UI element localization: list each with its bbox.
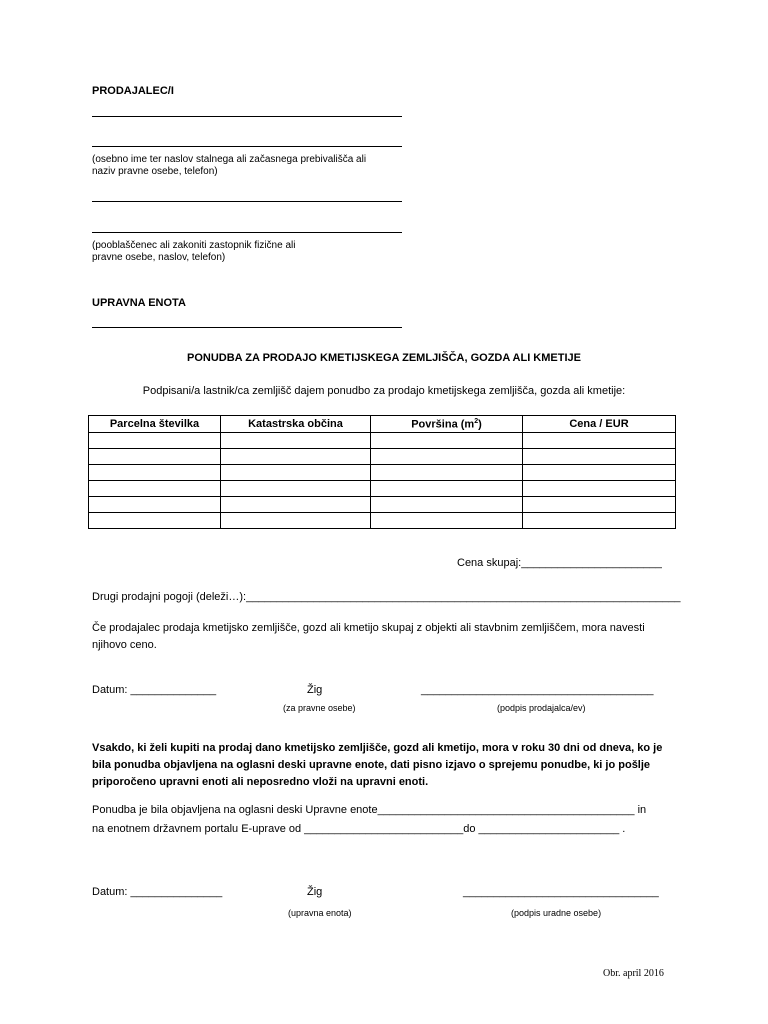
col-header-cadastral-municipality: Katastrska občina xyxy=(221,416,371,433)
seller-name-line-2[interactable] xyxy=(92,146,402,147)
table-cell[interactable] xyxy=(89,481,221,497)
seller-signature-note: (podpis prodajalca/ev) xyxy=(497,703,586,713)
acceptance-notice: Vsakdo, ki želi kupiti na prodaj dano kmetijsko zemljišče, gozd ali kmetijo, mora v roku 30 dni od dneva, ko je bila ponudba objavljena na oglasni deski upravne enote, dati pisno izjavo o sprejemu ponudbe, ki jo pošlje priporočeno upravni enoti ali neposredno vloži na upravni enoti. xyxy=(92,742,663,788)
total-price-field[interactable]: Cena skupaj:_______________________ xyxy=(457,557,662,569)
table-cell[interactable] xyxy=(89,465,221,481)
table-cell[interactable] xyxy=(221,497,371,513)
seller-stamp-label: Žig xyxy=(307,684,323,696)
publication-line-1[interactable]: Ponudba je bila objavljena na oglasni deski Upravne enote__________________________________________ in xyxy=(92,804,647,816)
table-cell[interactable] xyxy=(371,497,523,513)
table-cell[interactable] xyxy=(523,465,676,481)
table-cell[interactable] xyxy=(523,497,676,513)
publication-line-2[interactable]: na enotnem državnem portalu E-uprave od __________________________do _______________________ . xyxy=(92,823,626,835)
table-cell[interactable] xyxy=(371,481,523,497)
table-cell[interactable] xyxy=(371,513,523,529)
seller-stamp-note: (za pravne osebe) xyxy=(283,703,356,713)
representative-note-line-1: (pooblaščenec ali zakoniti zastopnik fizične ali xyxy=(92,240,296,251)
seller-note-line-2: naziv pravne osebe, telefon) xyxy=(92,166,218,177)
table-cell[interactable] xyxy=(221,433,371,449)
buildings-note: Če prodajalec prodaja kmetijsko zemljišče, gozd ali kmetijo skupaj z objekti ali stavbnim zemljiščem, mora navesti njihovo ceno. xyxy=(92,622,645,651)
table-cell[interactable] xyxy=(523,433,676,449)
office-signature-note: (podpis uradne osebe) xyxy=(511,908,602,918)
representative-line-1[interactable] xyxy=(92,201,402,202)
col-header-price: Cena / EUR xyxy=(523,416,676,433)
table-row xyxy=(89,481,676,497)
seller-note-line-1: (osebno ime ter naslov stalnega ali začasnega prebivališča ali xyxy=(92,154,367,165)
seller-date-field[interactable]: Datum: ______________ xyxy=(92,684,217,696)
table-cell[interactable] xyxy=(89,497,221,513)
col-header-area: Površina $(m^2)$ xyxy=(371,416,523,433)
table-cell[interactable] xyxy=(371,449,523,465)
representative-line-2[interactable] xyxy=(92,232,402,233)
table-cell[interactable] xyxy=(89,449,221,465)
table-cell[interactable] xyxy=(221,449,371,465)
table-cell[interactable] xyxy=(523,449,676,465)
table-row xyxy=(89,513,676,529)
seller-signature-line[interactable]: ______________________________________ xyxy=(421,684,654,696)
table-cell[interactable] xyxy=(221,481,371,497)
table-cell[interactable] xyxy=(371,433,523,449)
offer-intro: Podpisani/a lastnik/ca zemljišč dajem ponudbo za prodajo kmetijskega zemljišča, gozda ali kmetije: xyxy=(142,385,626,397)
table-row xyxy=(89,497,676,513)
offer-title: PONUDBA ZA PRODAJO KMETIJSKEGA ZEMLJIŠČA, GOZDA ALI KMETIJE xyxy=(187,352,581,364)
seller-heading: PRODAJALEC/I xyxy=(92,85,174,97)
table-cell[interactable] xyxy=(371,465,523,481)
table-cell[interactable] xyxy=(89,433,221,449)
table-row xyxy=(89,433,676,449)
admin-unit-heading: UPRAVNA ENOTA xyxy=(92,297,186,309)
table-row xyxy=(89,449,676,465)
table-cell[interactable] xyxy=(89,513,221,529)
parcel-table-header-row xyxy=(89,416,676,433)
table-cell[interactable] xyxy=(221,513,371,529)
office-stamp-note: (upravna enota) xyxy=(288,908,352,918)
table-row xyxy=(89,465,676,481)
parcel-table xyxy=(88,415,676,529)
seller-name-line-1[interactable] xyxy=(92,116,402,117)
office-stamp-label: Žig xyxy=(307,886,323,898)
office-date-field[interactable]: Datum: _______________ xyxy=(92,886,223,898)
table-cell[interactable] xyxy=(221,465,371,481)
form-version: Obr. april 2016 xyxy=(603,968,664,979)
other-terms-field[interactable]: Drugi prodajni pogoji (deleži…):_______________________________________________________________________ xyxy=(92,591,681,603)
table-cell[interactable] xyxy=(523,481,676,497)
admin-unit-line[interactable] xyxy=(92,327,402,328)
representative-note-line-2: pravne osebe, naslov, telefon) xyxy=(92,252,226,263)
col-header-parcel-number: Parcelna številka xyxy=(89,416,221,433)
table-cell[interactable] xyxy=(523,513,676,529)
office-signature-line[interactable]: ________________________________ xyxy=(463,886,659,898)
